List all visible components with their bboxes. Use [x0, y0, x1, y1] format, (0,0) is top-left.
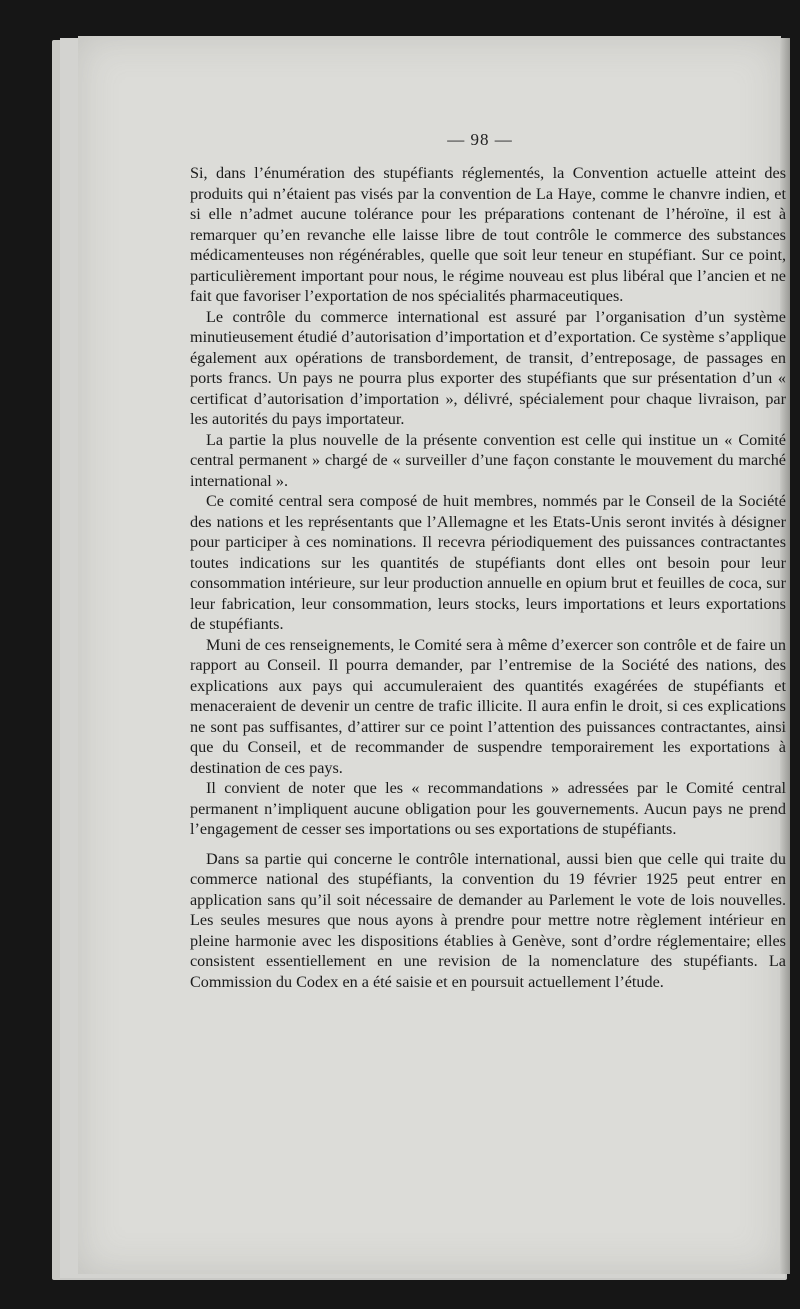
paragraph-4: Ce comité central sera composé de huit membres, nommés par le Conseil de la Société des nations et les représentants que l’Allemagne et les Etats-Unis seront invités à désigner pour participer à ces nominations. Il recevra périodiquement des puissances contractantes toutes indications sur les quantités de stupéfiants dont elles ont besoin pour leur consommation intérieure, sur leur production annuelle en opium brut et feuilles de coca, sur leur fabrication, leur consommation, leurs stocks, leurs importations et leurs exportations de stupéfiants. [190, 492, 786, 633]
page-number: — 98 — [447, 130, 513, 149]
paragraph-6: Il convient de noter que les « recommandations » adressées par le Comité central permanent n’impliquent aucune obligation pour les gouvernements. Aucun pays ne prend l’engagement de cesser ses importations ou ses exportations de stupéfiants. [190, 779, 786, 838]
body-text [190, 163, 786, 992]
paragraph-7: Dans sa partie qui concerne le contrôle international, aussi bien que celle qui traite du commerce national des stupéfiants, la convention du 19 février 1925 peut entrer en application sans qu’il soit nécessaire de demander au Parlement le vote de lois nouvelles. Les seules mesures que nous ayons à prendre pour mettre notre règlement intérieur en pleine harmonie avec les dispositions établies à Genève, sont d’ordre réglementaire; elles consistent essentiellement en une revision de la nomenclature des stupéfiants. La Commission du Codex en a été saisie et en poursuit actuellement l’étude. [190, 849, 786, 991]
paragraph-3: La partie la plus nouvelle de la présente convention est celle qui institue un « Comité central permanent » chargé de « surveiller d’une façon constante le mouvement du marché international ». [190, 430, 786, 490]
paragraph-1: Si, dans l’énumération des stupéfiants réglementés, la Convention actuelle atteint des produits qui n’étaient pas visés par la convention de La Haye, comme le chanvre indien, et si elle n’admet aucune tolérance pour les préparations contenant de l’héroïne, il est à remarquer qu’en revanche elle laisse libre de tout contrôle le commerce des substances médicamenteuses non régénérables, quelle que soit leur teneur en stupéfiant. Sur ce point, particulièrement important pour nous, le régime nouveau est plus libéral que l’ancien et ne fait que favoriser l’exportation de nos spécialités pharmaceutiques. [190, 164, 786, 305]
paragraph-5: Muni de ces renseignements, le Comité sera à même d’exercer son contrôle et de faire un rapport au Conseil. Il pourra demander, par l’entremise de la Société des nations, des explications aux pays qui accumuleraient des quantités exagérées de stupéfiants et menaceraient de devenir un centre de trafic illicite. Il aura enfin le droit, si ces explications ne sont pas suffisantes, d’attirer sur ce point l’attention des puissances contractantes, ainsi que du Conseil, et de recommander de suspendre temporairement les exportations à destination de ces pays. [190, 635, 786, 777]
paragraph-2: Le contrôle du commerce international est assuré par l’organisation d’un système minutieusement étudié d’autorisation d’importation et d’exportation. Ce système s’applique également aux opérations de transbordement, de transit, d’entreposage, de passages en ports francs. Un pays ne pourra plus exporter des stupéfiants que sur présentation d’un « certificat d’autorisation d’importation », délivré, spécialement pour chaque livraison, par les autorités du pays importateur. [190, 307, 786, 428]
